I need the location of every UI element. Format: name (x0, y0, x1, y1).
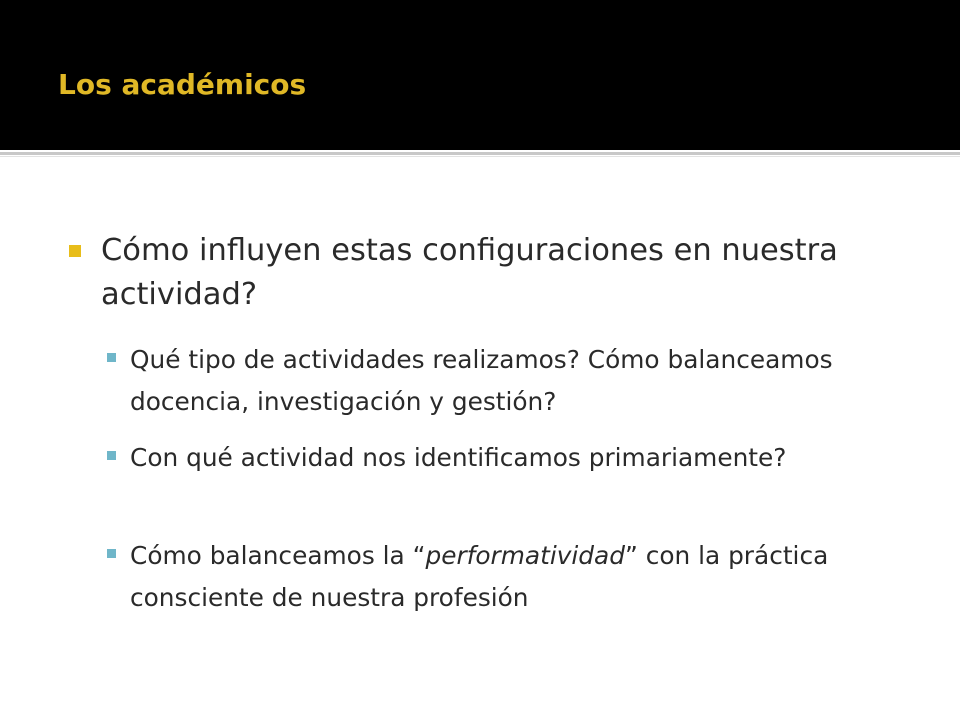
bullet-text-part: ” con la práctica consciente de nuestra profesión (130, 541, 829, 612)
square-bullet-icon (69, 245, 81, 257)
bullet-text-part: Cómo balanceamos la “ (130, 541, 426, 570)
emphasized-term: performatividad (425, 541, 625, 570)
bullet-text: Con qué actividad nos identificamos primariamente? (130, 443, 787, 472)
slide-title: Los académicos (58, 68, 307, 101)
bullet-text: Cómo influyen estas configuraciones en nuestra actividad? (101, 233, 838, 312)
bullet-item-level2 (130, 339, 870, 423)
bullet-text (130, 535, 870, 619)
square-bullet-icon (107, 353, 116, 362)
bullet-text: Qué tipo de actividades realizamos? Cómo balanceamos docencia, investigación y gestión? (130, 345, 833, 416)
bullet-item-level2 (130, 437, 870, 479)
bullet-item-level1 (101, 229, 861, 317)
bullet-item-level2 (130, 535, 870, 619)
square-bullet-icon (107, 549, 116, 558)
square-bullet-icon (107, 451, 116, 460)
